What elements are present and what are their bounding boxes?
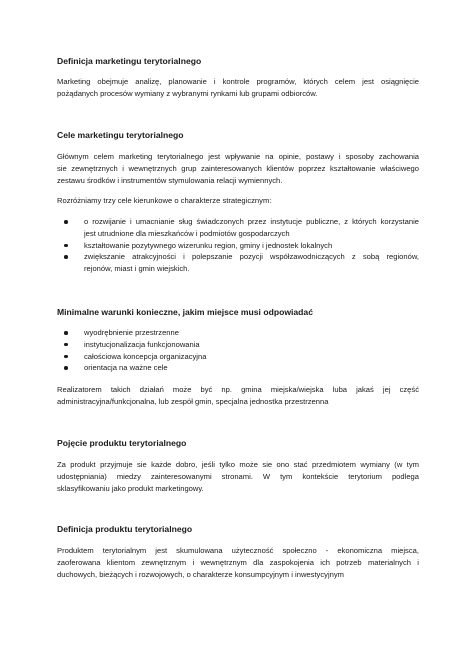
heading-pojecie-produktu: Pojęcie produktu terytorialnego [57,438,187,448]
text-line: zwiększanie atrakcyjności i polepszanie pozycji współzawodniczących z sobą regionów, [84,252,419,262]
heading-definicja-marketingu: Definicja marketingu terytorialnego [57,56,202,66]
text-line: wyodrębnienie przestrzenne [84,328,179,337]
paragraph-realizator [57,384,419,408]
text-line: instytucjonalizacja funkcjonowania [84,339,200,349]
heading-cele-marketingu: Cele marketingu terytorialnego [57,130,184,140]
heading-minimalne-warunki: Minimalne warunki konieczne, jakim miejsce musi odpowiadać [57,307,313,317]
text-line: zaoferowana klientom zewnętrznym i wewnętrznym dla zaspokojenia ich potrzeb materialnych i [57,557,419,567]
bullet-icon [64,255,68,259]
list-item [57,362,419,374]
list-item [57,351,419,363]
paragraph-definicja-produktu [57,545,419,580]
paragraph-pojecie-produktu [57,459,419,494]
paragraph-definicja-marketingu [57,76,419,100]
list-cele-kierunkowe [57,216,419,275]
text-line: całościowa koncepcja organizacyjna [84,351,207,361]
list-minimalne-warunki [57,327,419,374]
bullet-icon [64,343,68,347]
list-item [57,251,419,275]
text-line: pożądanych procesów wymiany z wybranymi rynkami lub grupami odbiorców. [57,88,318,98]
list-item [57,327,419,339]
text-line: duchowych, bieżących i rozwojowych, o charakterze konsumpcyjnym i inwestycyjnym [57,569,344,579]
text-line: Marketing obejmuje analizę, planowanie i kontrole programów, których celem jest osiągnięcie [57,77,419,86]
text-line: sie zewnętrznych i wewnętrznych grup zainteresowanych klientów poprzez kształtowanie właściwego [57,163,419,173]
text-line: zestawu środków i instrumentów stymulowania relacji wymiennych. [57,175,283,185]
list-item [57,216,419,240]
heading-definicja-produktu: Definicja produktu terytorialnego [57,524,193,534]
text-line: Realizatorem takich działań może być np. gmina miejska/wiejska luba jakaś jej część [57,385,419,394]
text-line: orientacja na ważne cele [84,363,168,373]
bullet-icon [64,244,68,248]
text-line: sklasyfikowaniu jako produkt marketingowy. [57,483,204,493]
text-line: o rozwijanie i umacnianie sług świadczonych przez instytucje publiczne, z których korzystanie [84,217,419,226]
list-item [57,240,419,252]
text-line: kształtowanie pozytywnego wizerunku region, gminy i jednostek lokalnych [84,240,333,250]
bullet-icon [64,331,68,335]
bullet-icon [64,220,68,224]
bullet-icon [64,366,68,370]
bullet-icon [64,355,68,359]
text-line: Rozróżniamy trzy cele kierunkowe o charakterze strategicznym: [57,196,272,205]
text-line: udostępniania) miedzy zainteresowanymi stronami. W tym kontekście terytorium podlega [57,471,419,481]
text-line: Produktem terytorialnym jest skumulowana użyteczność społeczno - ekonomiczna miejsca, [57,546,419,555]
text-line: jest utrudnione dla mieszkańców i podmiotów gospodarczych [84,228,290,238]
text-line: rejonów, miast i gmin wiejskich. [84,264,190,274]
text-line: Za produkt przyjmuje sie każde dobro, jeśli tylko może sie ono stać przedmiotem wymiany (w tym [57,460,419,469]
paragraph-cele-glowne [57,151,419,186]
paragraph-cele-kierunkowe-intro [57,195,419,207]
text-line: administracyjna/funkcjonalna, lub zespół gmin, specjalna jednostka przestrzenna [57,396,329,406]
list-item [57,339,419,351]
text-line: Głównym celem marketing terytorialnego jest wpływanie na opinie, postawy i sposoby zachowania [57,152,419,161]
